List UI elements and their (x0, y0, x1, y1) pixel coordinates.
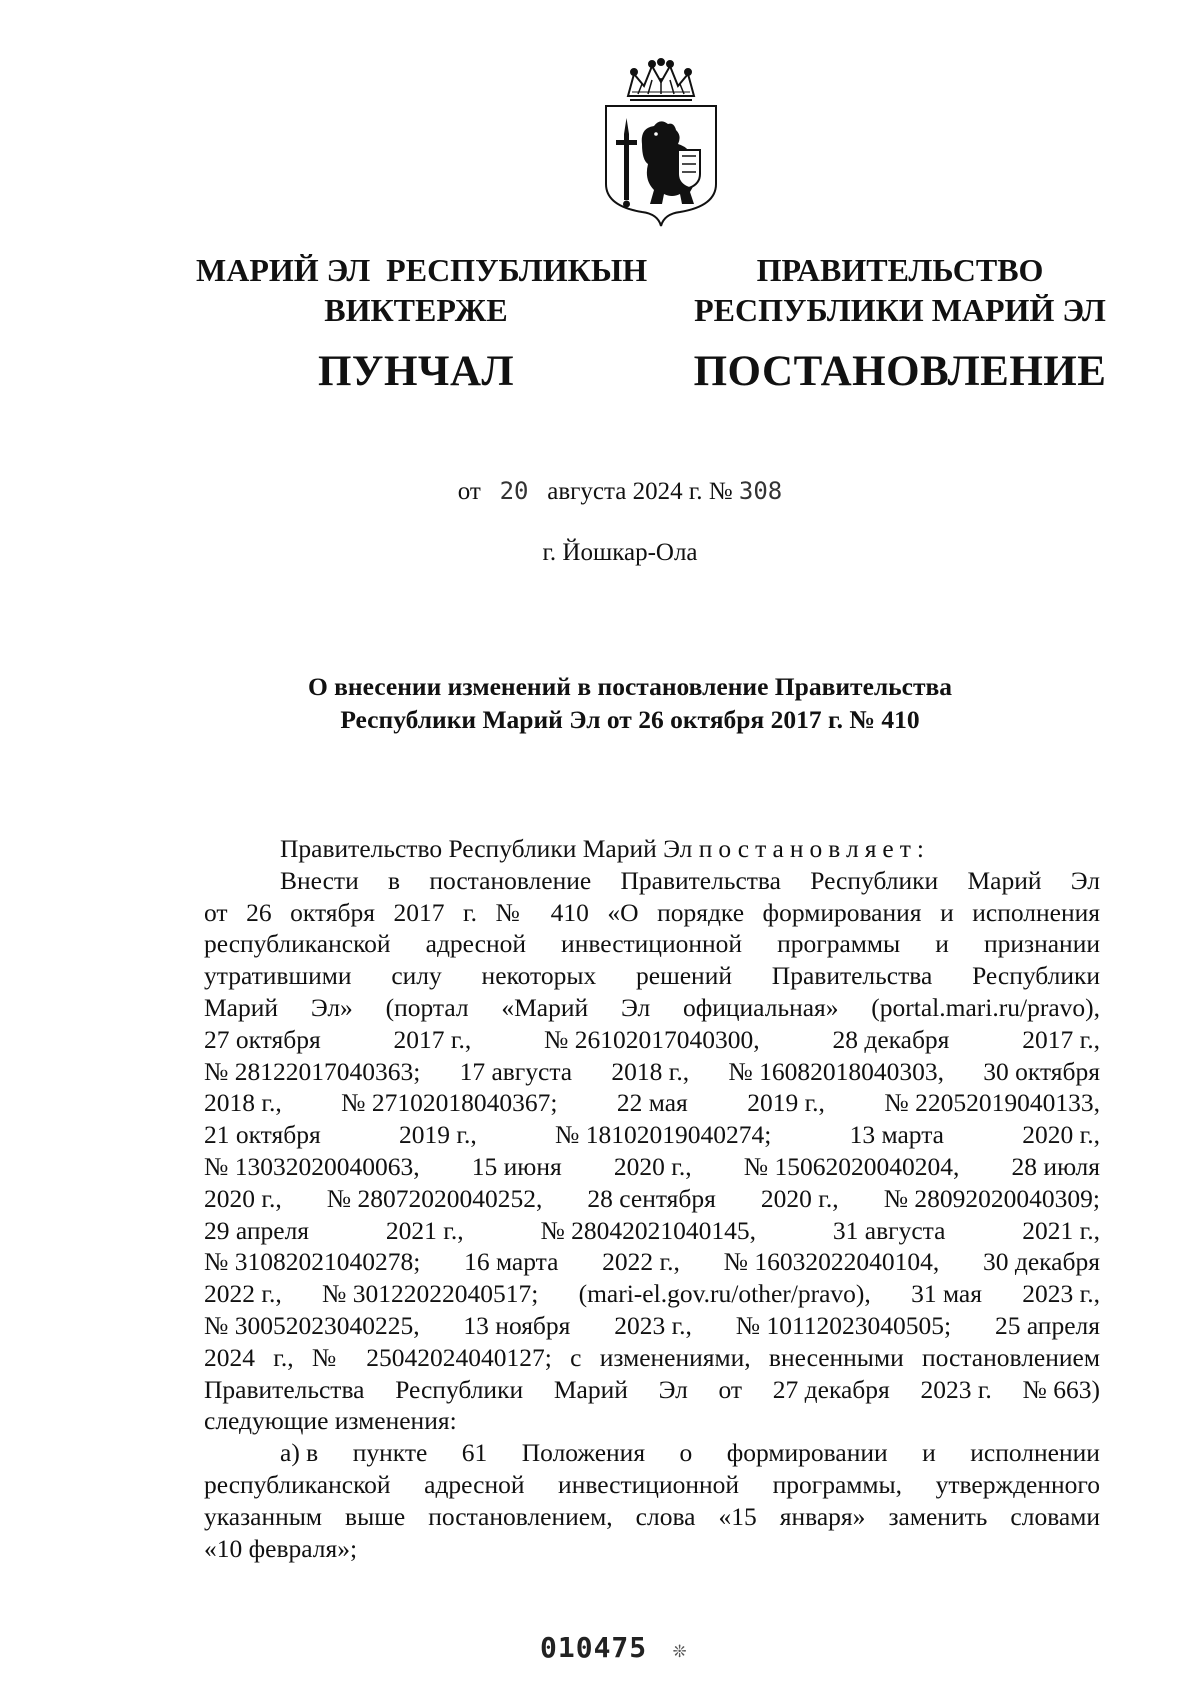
body-token: № 28122017040363; (204, 1056, 421, 1086)
body-token: и (922, 1438, 936, 1468)
document-body (204, 833, 1100, 1564)
header-left-line1: МАРИЙ ЭЛ РЕСПУБЛИКЫН (196, 252, 648, 288)
body-token: 30 декабря (983, 1247, 1100, 1277)
header-left-block (196, 250, 648, 398)
body-token: № 26102017040300, (544, 1024, 760, 1054)
date-prefix: от (457, 478, 481, 505)
body-token: 13 марта (849, 1120, 944, 1150)
body-token: 28 сентября (587, 1183, 716, 1213)
body-token: № 22052019040133, (884, 1088, 1100, 1118)
document-number: 308 (738, 477, 783, 505)
body-line (204, 1246, 1100, 1278)
document-date-line (0, 475, 1200, 508)
header-left-doc-type: ПУНЧАЛ (317, 348, 515, 395)
body-token: 2023 г., (1022, 1279, 1100, 1309)
body-token: 2023 г., (614, 1310, 692, 1340)
body-token: 2021 г., (1022, 1215, 1100, 1245)
body-line: утратившими силу некоторых решений Правительства Республики (204, 961, 1100, 991)
document-title (250, 670, 1010, 736)
body-line: от 26 октября 2017 г. № 410 «О порядке формирования и исполнения (204, 897, 1100, 927)
date-month-year: августа 2024 г. № (547, 478, 733, 505)
body-token: 2019 г., (398, 1120, 477, 1150)
body-token: 25 апреля (994, 1310, 1100, 1340)
body-token: № 28092020040309; (883, 1183, 1100, 1213)
body-token: 27 декабря (772, 1374, 890, 1404)
title-line2: Республики Марий Эл от 26 октября 2017 г. № 410 (340, 705, 920, 734)
body-token: 2019 г., (747, 1088, 825, 1118)
body-token: № 16082018040303, (728, 1056, 944, 1086)
body-token: 30 октября (983, 1056, 1100, 1086)
body-line: следующие изменения: (204, 1406, 457, 1436)
intro-verb: постановляет: (698, 834, 930, 863)
body-token: 2017 г., (1022, 1024, 1100, 1054)
body-token: № 15062020040204, (743, 1151, 960, 1181)
body-token: 61 (461, 1438, 488, 1468)
body-token: № 18102019040274; (555, 1120, 772, 1150)
body-token: а) в (280, 1438, 319, 1468)
body-line (204, 1437, 1100, 1469)
intro-text: Правительство Республики Марий Эл (280, 834, 693, 863)
body-token: Республики (395, 1374, 524, 1404)
body-token: № 663) (1022, 1374, 1100, 1404)
body-line (204, 1087, 1100, 1119)
date-day: 20 (499, 477, 529, 505)
body-token: № 28042021040145, (540, 1215, 757, 1245)
document-city: г. Йошкар-Ола (542, 539, 698, 566)
body-line (204, 1024, 1100, 1056)
body-token: 2018 г., (204, 1088, 282, 1118)
body-token: № 30122022040517; (322, 1279, 539, 1309)
body-token: исполнении (970, 1438, 1100, 1468)
header-right-line1: ПРАВИТЕЛЬСТВО (756, 252, 1044, 288)
body-token: 27 октября (204, 1024, 321, 1054)
footer-serial-number: 010475 (540, 1631, 648, 1664)
body-line: указанным выше постановлением, слова «15 января» заменить словами (204, 1501, 1100, 1531)
body-token: № 27102018040367; (341, 1088, 558, 1118)
body-line (204, 1278, 1100, 1310)
body-line (204, 1056, 1100, 1088)
body-line: республиканской адресной инвестиционной программы и признании (204, 929, 1100, 959)
body-line (204, 1374, 1100, 1406)
body-token: 2017 г., (393, 1024, 472, 1054)
footer-mark-icon: ❊ (673, 1638, 688, 1663)
body-token: 13 ноября (463, 1310, 571, 1340)
header-left-line2: ВИКТЕРЖЕ (324, 292, 508, 328)
body-token: 2023 г. (920, 1374, 992, 1404)
body-token: № 31082021040278; (204, 1247, 421, 1277)
body-line (204, 1215, 1100, 1247)
body-line (204, 865, 1100, 897)
body-text: Внести в постановление Правительства Республики Марий Эл (280, 865, 1100, 895)
body-token: о (679, 1438, 693, 1468)
body-token: пункте (352, 1438, 428, 1468)
body-intro (204, 833, 1100, 865)
body-token: Эл (658, 1374, 688, 1404)
body-token: Положения (521, 1438, 646, 1468)
body-token: от (718, 1374, 743, 1404)
body-token: 2020 г., (204, 1183, 282, 1213)
header-right-line2: РЕСПУБЛИКИ МАРИЙ ЭЛ (694, 292, 1106, 328)
body-token: 28 декабря (832, 1024, 950, 1054)
body-token: 2018 г., (611, 1056, 690, 1086)
body-token: 29 апреля (204, 1215, 310, 1245)
body-line: 2024 г., № 25042024040127; с изменениями, внесенными постановлением (204, 1342, 1100, 1372)
body-token: Правительства (204, 1374, 365, 1404)
body-token: 2020 г., (760, 1183, 839, 1213)
coat-of-arms-mari-el-icon (598, 56, 724, 228)
footer-serial-block (540, 1630, 720, 1669)
body-token: 2020 г., (613, 1151, 692, 1181)
body-token: Марий (553, 1374, 628, 1404)
body-token: № 30052023040225, (204, 1310, 420, 1340)
body-token: № 13032020040063, (204, 1151, 420, 1181)
body-line: «10 февраля»; (204, 1533, 358, 1563)
body-token: 16 марта (464, 1247, 559, 1277)
body-line (204, 1119, 1100, 1151)
body-token: 31 августа (832, 1215, 946, 1245)
body-line (204, 1310, 1100, 1342)
body-token: № 10112023040505; (735, 1310, 952, 1340)
body-token: 31 мая (911, 1279, 982, 1309)
header-right-doc-type: ПОСТАНОВЛЕНИЕ (693, 348, 1107, 395)
body-token: 2022 г., (602, 1247, 680, 1277)
header-right-block (690, 250, 1110, 398)
body-line (204, 1183, 1100, 1215)
body-token: (mari-el.gov.ru/other/pravo), (578, 1279, 871, 1309)
body-line: Марий Эл» (портал «Марий Эл официальная» (portal.mari.ru/pravo), (204, 992, 1100, 1022)
body-token: № 16032022040104, (723, 1247, 940, 1277)
title-line1: О внесении изменений в постановление Правительства (307, 672, 953, 701)
body-token: 22 мая (616, 1088, 688, 1118)
body-line: республиканской адресной инвестиционной программы, утвержденного (204, 1469, 1100, 1499)
body-token: 17 августа (459, 1056, 573, 1086)
body-token: 28 июля (1011, 1151, 1100, 1181)
body-token: 2022 г., (204, 1279, 282, 1309)
body-token: 2021 г., (385, 1215, 464, 1245)
body-token: 15 июня (471, 1151, 562, 1181)
body-token: № 28072020040252, (326, 1183, 543, 1213)
body-line (204, 1151, 1100, 1183)
body-token: 21 октября (204, 1120, 321, 1150)
body-token: 2020 г., (1022, 1120, 1100, 1150)
body-token: формировании (726, 1438, 888, 1468)
